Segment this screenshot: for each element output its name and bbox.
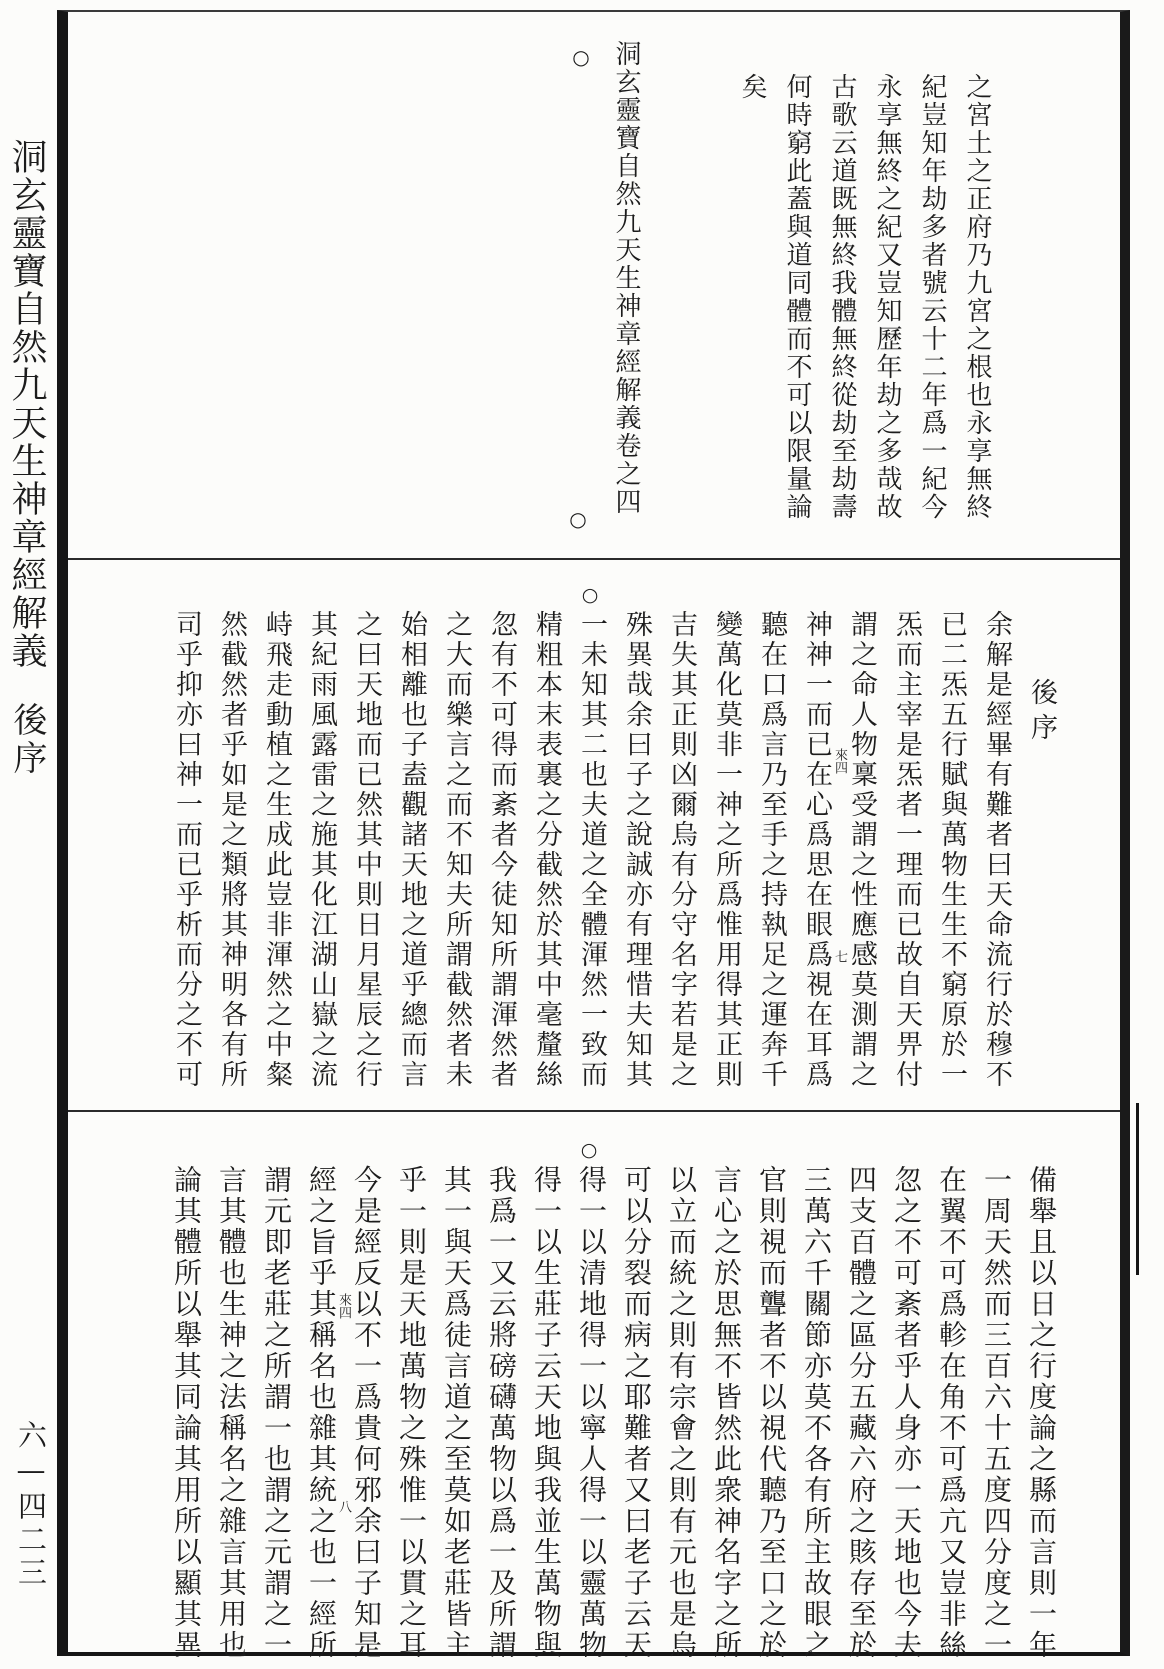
text-column: 經之旨乎其稱名也雜其統之也一經所 (305, 1165, 338, 1661)
text-column: 古歌云道既無終我體無終從劫至劫壽 (827, 73, 857, 521)
text-column: 得一以生莊子云天地與我並生萬物與 (530, 1165, 563, 1661)
text-column: 其紀雨風露雷之施其化江湖山嶽之流 (306, 610, 337, 1090)
text-column: 矣 (737, 73, 767, 101)
circle-mark: ○ (566, 507, 590, 533)
text-column (336, 1165, 383, 1665)
text-column: 吉失其正則凶爾烏有分守名字若是之 (666, 610, 697, 1090)
text-column: 始相離也子盍觀諸天地之道乎總而言 (396, 610, 427, 1090)
text-column: 備舉且以日之行度論之縣而言則一年 (1025, 1165, 1058, 1661)
margin-section-label: 後序 (7, 702, 47, 778)
column-text: 謂之命人物稟受謂之性應感莫測謂之 (846, 610, 877, 1090)
text-column: 聽在口爲言乃至手之持執足之運奔千 (756, 610, 787, 1090)
text-column: 炁而主宰是炁者一理而已故自天畀付 (891, 610, 922, 1090)
text-column: 之大而樂言之而不知夫所謂截然者未 (441, 610, 472, 1090)
text-column: 一周天然而三百六十五度四分度之一 (980, 1165, 1013, 1661)
text-column: 司乎抑亦曰神一而已乎析而分之不可 (171, 610, 202, 1090)
text-column: 其一與天爲徒言道之至莫如老莊皆主 (440, 1165, 473, 1661)
text-column: 可以分裂而病之耶難者又曰老子云天 (620, 1165, 653, 1661)
circle-mark: ○ (569, 45, 593, 71)
margin-running-title: 洞玄靈寶自然九天生神章經解義 (6, 138, 47, 670)
text-column: 三萬六千關節亦莫不各有所主故眼之 (800, 1165, 833, 1661)
text-column: 已二炁五行賦與萬物生生不窮原於一 (936, 610, 967, 1090)
circle-marks-column (568, 45, 594, 550)
column-text: 得一以清地得一以寧人得一以靈萬物 (575, 1165, 608, 1661)
text-column: 官則視而聾者不以視代聽乃至口之於 (755, 1165, 788, 1661)
collation-note: 七 (832, 950, 847, 963)
folio-note: 來四 (832, 748, 847, 774)
text-column: 然截然者乎如是之類將其神明各有所 (216, 610, 247, 1090)
text-column: 神神一而已在心爲思在眼爲視在耳爲 (801, 610, 832, 1090)
text-column: 忽之不可紊者乎人身亦一天地也今夫 (890, 1165, 923, 1661)
volume-end-title: 洞玄靈寶自然九天生神章經解義卷之四 (611, 40, 641, 516)
text-column (575, 1139, 608, 1665)
text-column: 四支百體之區分五藏六府之賅存至於 (845, 1165, 878, 1661)
page-number: 六—四二三 (14, 1420, 48, 1590)
text-column: 何時窮此蓋與道同體而不可以限量論 (782, 73, 812, 521)
text-column: 論其體所以舉其同論其用所以顯其異 (170, 1165, 203, 1661)
text-column: 謂元即老莊之所謂一也謂之元謂之一 (260, 1165, 293, 1661)
text-column: 紀豈知年劫多者號云十二年爲一紀今 (917, 73, 947, 521)
text-column: 我爲一又云將磅礴萬物以爲一及所謂 (485, 1165, 518, 1661)
text-column: 忽有不可得而紊者今徒知所謂渾然者 (486, 610, 517, 1090)
column-text: 今是經反以不一爲貴何邪余曰子知是 (350, 1165, 383, 1661)
text-column (832, 610, 877, 1092)
text-column: 之曰天地而已然其中則日月星辰之行 (351, 610, 382, 1090)
text-column: 之宮土之正府乃九宮之根也永享無終 (962, 73, 992, 521)
text-column: 余解是經畢有難者曰天命流行於穆不 (981, 610, 1012, 1090)
text-column: 殊異哉余曰子之說誠亦有理惜夫知其 (621, 610, 652, 1090)
text-column: 在翼不可爲軫在角不可爲亢又豈非絲 (935, 1165, 968, 1661)
text-column: 變萬化莫非一神之所爲惟用得其正則 (711, 610, 742, 1090)
register-bottom (155, 1139, 1058, 1665)
section-heading: 後序 (1026, 678, 1057, 748)
collation-note: 八 (336, 1500, 351, 1513)
text-column: 精粗本末表裏之分截然於其中毫釐絲 (531, 610, 562, 1090)
column-text: 一未知其二也夫道之全體渾然一致而 (576, 610, 607, 1090)
text-column (576, 584, 607, 1092)
text-column: 峙飛走動植之生成此豈非渾然之中粲 (261, 610, 292, 1090)
circle-mark: ○ (579, 584, 601, 606)
crease-mark (1136, 1103, 1139, 1275)
register-middle (155, 584, 1057, 1092)
text-column: 乎一則是天地萬物之殊惟一以貫之耳 (395, 1165, 428, 1661)
text-column: 以立而統之則有宗會之則有元也是烏 (665, 1165, 698, 1661)
circle-mark: ○ (578, 1139, 600, 1161)
register-divider-2 (68, 1110, 1120, 1112)
text-column: 言心之於思無不皆然此衆神名字之所 (710, 1165, 743, 1661)
register-top (549, 40, 992, 578)
text-column: 永享無終之紀又豈知歷年劫之多哉故 (872, 73, 902, 521)
text-column: 言其體也生神之法稱名之雜言其用也 (215, 1165, 248, 1661)
folio-note: 來四 (336, 1293, 351, 1319)
